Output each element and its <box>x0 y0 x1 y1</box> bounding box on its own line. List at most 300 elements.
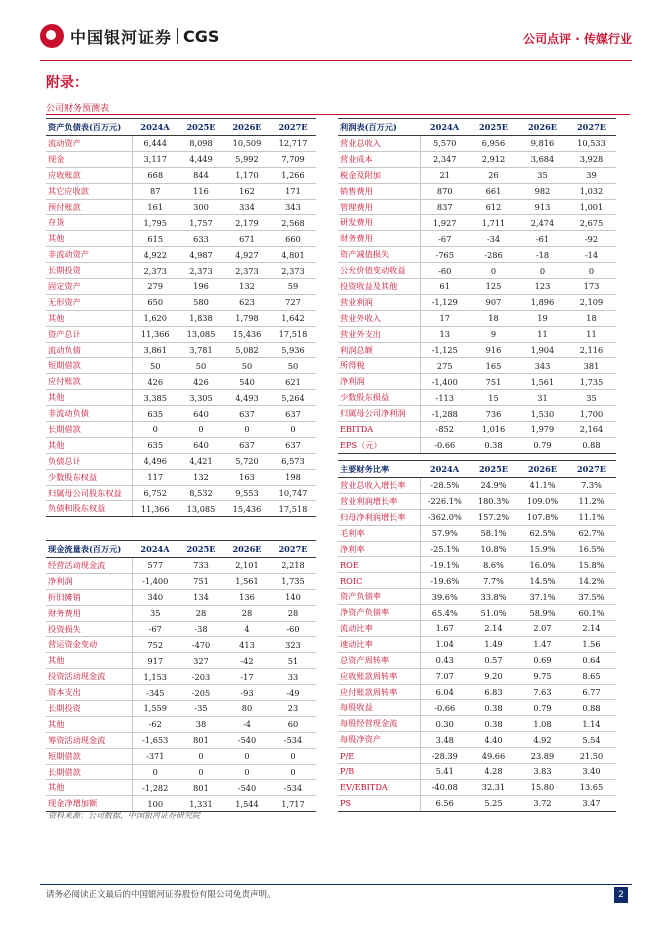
year-header-cell: 2024A <box>132 119 178 136</box>
table-row <box>46 422 316 438</box>
row-label: ROE <box>338 557 420 573</box>
value-cell: 7.7% <box>469 573 518 589</box>
row-label: 总资产周转率 <box>338 652 420 668</box>
table-row <box>46 748 316 764</box>
value-cell: 31 <box>518 390 567 406</box>
value-cell: 279 <box>132 279 178 295</box>
value-cell: 13,085 <box>178 501 224 517</box>
table-row <box>338 573 616 589</box>
value-cell: -34 <box>469 231 518 247</box>
value-cell: 3.47 <box>567 795 616 811</box>
value-cell: 136 <box>224 589 270 605</box>
value-cell: 4,922 <box>132 247 178 263</box>
value-cell: 5,936 <box>270 342 316 358</box>
value-cell: 751 <box>469 374 518 390</box>
value-cell: 275 <box>420 358 469 374</box>
value-cell: 5.25 <box>469 795 518 811</box>
value-cell: 381 <box>567 358 616 374</box>
value-cell: 1,979 <box>518 422 567 438</box>
value-cell: 637 <box>224 437 270 453</box>
value-cell: 6.04 <box>420 684 469 700</box>
value-cell: -14 <box>567 247 616 263</box>
table-row <box>338 557 616 573</box>
value-cell: 41.1% <box>518 478 567 494</box>
value-cell: 2,474 <box>518 215 567 231</box>
value-cell: 2,109 <box>567 294 616 310</box>
value-cell: 3,861 <box>132 342 178 358</box>
value-cell: 1,544 <box>224 796 270 812</box>
value-cell: 3.48 <box>420 732 469 748</box>
value-cell: 300 <box>178 199 224 215</box>
value-cell: 6,956 <box>469 136 518 152</box>
value-cell: 60 <box>270 716 316 732</box>
value-cell: 58.9% <box>518 605 567 621</box>
value-cell: 37.5% <box>567 589 616 605</box>
table-row <box>338 493 616 509</box>
row-label: 现金 <box>46 151 132 167</box>
table-header-row <box>46 119 316 136</box>
value-cell: 87 <box>132 183 178 199</box>
value-cell: 24.9% <box>469 478 518 494</box>
table-row <box>338 199 616 215</box>
row-label: 应收账款 <box>46 167 132 183</box>
year-header-cell: 2024A <box>132 541 178 558</box>
row-label: 营业成本 <box>338 151 420 167</box>
value-cell: 0.88 <box>567 437 616 453</box>
value-cell: 107.8% <box>518 509 567 525</box>
row-label: 其他 <box>46 780 132 796</box>
value-cell: 1,561 <box>518 374 567 390</box>
value-cell: 0 <box>518 263 567 279</box>
row-label: 投资收益及其他 <box>338 279 420 295</box>
value-cell: 1,559 <box>132 701 178 717</box>
table-row <box>338 716 616 732</box>
value-cell: 1.56 <box>567 636 616 652</box>
row-label: EPS（元） <box>338 437 420 453</box>
value-cell: 6.77 <box>567 684 616 700</box>
value-cell: -28.39 <box>420 748 469 764</box>
value-cell: 1,032 <box>567 183 616 199</box>
value-cell: 5.54 <box>567 732 616 748</box>
table-row <box>338 151 616 167</box>
table-row <box>46 406 316 422</box>
year-header-cell: 2024A <box>420 461 469 478</box>
row-label: 其它应收款 <box>46 183 132 199</box>
value-cell: -371 <box>132 748 178 764</box>
value-cell: 1,927 <box>420 215 469 231</box>
value-cell: 0 <box>224 422 270 438</box>
value-cell: -28.5% <box>420 478 469 494</box>
value-cell: 15,436 <box>224 501 270 517</box>
value-cell: 14.2% <box>567 573 616 589</box>
value-cell: -345 <box>132 685 178 701</box>
value-cell: 3,117 <box>132 151 178 167</box>
table-row <box>46 151 316 167</box>
value-cell: 6,444 <box>132 136 178 152</box>
value-cell: 8.65 <box>567 668 616 684</box>
row-label: EBITDA <box>338 422 420 438</box>
value-cell: 0 <box>178 748 224 764</box>
value-cell: 733 <box>178 558 224 574</box>
value-cell: 623 <box>224 294 270 310</box>
value-cell: 2,179 <box>224 215 270 231</box>
value-cell: 0 <box>132 422 178 438</box>
value-cell: 621 <box>270 374 316 390</box>
value-cell: 35 <box>132 605 178 621</box>
row-label: 负债总计 <box>46 453 132 469</box>
value-cell: 3.72 <box>518 795 567 811</box>
value-cell: 1,700 <box>567 406 616 422</box>
table-row <box>338 247 616 263</box>
row-label: 每股净资产 <box>338 732 420 748</box>
value-cell: 2,101 <box>224 558 270 574</box>
value-cell: -203 <box>178 669 224 685</box>
table-row <box>338 732 616 748</box>
value-cell: 0 <box>178 764 224 780</box>
year-header-cell: 2026E <box>224 119 270 136</box>
table-row <box>46 279 316 295</box>
value-cell: 340 <box>132 589 178 605</box>
value-cell: 4,421 <box>178 453 224 469</box>
table-row <box>338 342 616 358</box>
row-label: 现金净增加额 <box>46 796 132 812</box>
value-cell: 1,331 <box>178 796 224 812</box>
value-cell: 0.79 <box>518 437 567 453</box>
value-cell: 134 <box>178 589 224 605</box>
value-cell: -205 <box>178 685 224 701</box>
value-cell: -286 <box>469 247 518 263</box>
value-cell: 1,153 <box>132 669 178 685</box>
value-cell: 109.0% <box>518 493 567 509</box>
table-row <box>46 231 316 247</box>
value-cell: 3.40 <box>567 764 616 780</box>
value-cell: 9.20 <box>469 668 518 684</box>
value-cell: -4 <box>224 716 270 732</box>
value-cell: -470 <box>178 637 224 653</box>
value-cell: 650 <box>132 294 178 310</box>
row-label: 利润总额 <box>338 342 420 358</box>
table-row <box>338 589 616 605</box>
value-cell: 1,170 <box>224 167 270 183</box>
value-cell: 323 <box>270 637 316 653</box>
value-cell: 50 <box>132 358 178 374</box>
source-note: 资料来源：公司数据，中国银河证券研究院 <box>48 811 200 820</box>
footer-divider <box>40 884 632 885</box>
value-cell: -35 <box>178 701 224 717</box>
value-cell: 7,709 <box>270 151 316 167</box>
value-cell: 413 <box>224 637 270 653</box>
value-cell: 1,757 <box>178 215 224 231</box>
table-row <box>46 390 316 406</box>
logo-text-cn: 中国银河证券 <box>70 27 173 47</box>
value-cell: 0.38 <box>469 716 518 732</box>
value-cell: 637 <box>270 406 316 422</box>
row-label: 速动比率 <box>338 636 420 652</box>
table-row <box>46 358 316 374</box>
value-cell: 1,717 <box>270 796 316 812</box>
row-label: 归属母公司净利润 <box>338 406 420 422</box>
row-label: 资本支出 <box>46 685 132 701</box>
value-cell: 917 <box>132 653 178 669</box>
table-row <box>338 478 616 494</box>
table-row <box>46 247 316 263</box>
value-cell: 0.38 <box>469 700 518 716</box>
value-cell: 635 <box>132 406 178 422</box>
row-label: 短期借款 <box>46 748 132 764</box>
value-cell: 426 <box>178 374 224 390</box>
logo-text-en: CGS <box>183 26 220 46</box>
row-label: 管理费用 <box>338 199 420 215</box>
table-title-cell: 主要财务比率 <box>338 461 420 478</box>
year-header-cell: 2025E <box>469 461 518 478</box>
value-cell: -19.1% <box>420 557 469 573</box>
value-cell: 2,218 <box>270 558 316 574</box>
row-label: 营业外支出 <box>338 326 420 342</box>
table-row <box>46 501 316 517</box>
value-cell: 671 <box>224 231 270 247</box>
table-row <box>338 700 616 716</box>
value-cell: 11,366 <box>132 326 178 342</box>
value-cell: -1,288 <box>420 406 469 422</box>
value-cell: 633 <box>178 231 224 247</box>
value-cell: 4.92 <box>518 732 567 748</box>
value-cell: 58.1% <box>469 525 518 541</box>
value-cell: 0 <box>469 263 518 279</box>
value-cell: 2,164 <box>567 422 616 438</box>
row-label: 存货 <box>46 215 132 231</box>
value-cell: 2,116 <box>567 342 616 358</box>
row-label: 长期借款 <box>46 764 132 780</box>
value-cell: 10,509 <box>224 136 270 152</box>
cash-flow-table <box>46 540 316 812</box>
value-cell: 913 <box>518 199 567 215</box>
table-row <box>46 199 316 215</box>
table-row <box>338 525 616 541</box>
value-cell: 12,717 <box>270 136 316 152</box>
value-cell: 4,987 <box>178 247 224 263</box>
value-cell: 1,711 <box>469 215 518 231</box>
value-cell: 65.4% <box>420 605 469 621</box>
table-row <box>46 621 316 637</box>
value-cell: 62.7% <box>567 525 616 541</box>
table-row <box>46 326 316 342</box>
value-cell: 4,493 <box>224 390 270 406</box>
table-row <box>46 215 316 231</box>
table-row <box>338 279 616 295</box>
value-cell: 0.79 <box>518 700 567 716</box>
table-row <box>46 637 316 653</box>
value-cell: 1.08 <box>518 716 567 732</box>
table-row <box>338 310 616 326</box>
table-row <box>46 183 316 199</box>
key-ratios-table <box>338 460 616 812</box>
row-label: 流动比率 <box>338 621 420 637</box>
row-label: 应付账款 <box>46 374 132 390</box>
row-label: 其他 <box>46 310 132 326</box>
table-row <box>46 167 316 183</box>
value-cell: 0 <box>270 422 316 438</box>
value-cell: 0.69 <box>518 652 567 668</box>
value-cell: 116 <box>178 183 224 199</box>
value-cell: 343 <box>518 358 567 374</box>
table-row <box>46 716 316 732</box>
value-cell: 2,568 <box>270 215 316 231</box>
value-cell: 171 <box>270 183 316 199</box>
value-cell: 35 <box>567 390 616 406</box>
year-header-cell: 2025E <box>178 119 224 136</box>
value-cell: 13.65 <box>567 779 616 795</box>
value-cell: 6.83 <box>469 684 518 700</box>
value-cell: 8.6% <box>469 557 518 573</box>
value-cell: -540 <box>224 780 270 796</box>
value-cell: 2,373 <box>270 263 316 279</box>
table-row <box>338 795 616 811</box>
row-label: 资产负债率 <box>338 589 420 605</box>
value-cell: 7.3% <box>567 478 616 494</box>
row-label: 每股经营现金流 <box>338 716 420 732</box>
value-cell: 132 <box>224 279 270 295</box>
value-cell: 2,912 <box>469 151 518 167</box>
value-cell: -92 <box>567 231 616 247</box>
value-cell: 4 <box>224 621 270 637</box>
value-cell: 3,385 <box>132 390 178 406</box>
table-row <box>338 621 616 637</box>
value-cell: 9 <box>469 326 518 342</box>
value-cell: 19 <box>518 310 567 326</box>
row-label: 短期借款 <box>46 358 132 374</box>
table-row <box>338 326 616 342</box>
table-row <box>46 653 316 669</box>
table-row <box>338 779 616 795</box>
value-cell: 60.1% <box>567 605 616 621</box>
value-cell: 18 <box>567 310 616 326</box>
table-row <box>338 215 616 231</box>
value-cell: 51.0% <box>469 605 518 621</box>
value-cell: 1.49 <box>469 636 518 652</box>
value-cell: 15.80 <box>518 779 567 795</box>
value-cell: -62 <box>132 716 178 732</box>
year-header-cell: 2027E <box>270 119 316 136</box>
value-cell: 14.5% <box>518 573 567 589</box>
value-cell: 59 <box>270 279 316 295</box>
value-cell: 3,928 <box>567 151 616 167</box>
value-cell: 5.41 <box>420 764 469 780</box>
row-label: 财务费用 <box>338 231 420 247</box>
value-cell: -765 <box>420 247 469 263</box>
value-cell: -49 <box>270 685 316 701</box>
header-divider <box>40 60 632 61</box>
value-cell: 1,642 <box>270 310 316 326</box>
year-header-cell: 2025E <box>469 119 518 136</box>
value-cell: 123 <box>518 279 567 295</box>
value-cell: 1,620 <box>132 310 178 326</box>
value-cell: -0.66 <box>420 700 469 716</box>
table-row <box>338 406 616 422</box>
value-cell: 2,373 <box>224 263 270 279</box>
year-header-cell: 2026E <box>224 541 270 558</box>
row-label: PS <box>338 795 420 811</box>
value-cell: 16.0% <box>518 557 567 573</box>
value-cell: 173 <box>567 279 616 295</box>
value-cell: 39 <box>567 167 616 183</box>
table-row <box>338 541 616 557</box>
value-cell: 1,561 <box>224 573 270 589</box>
table-row <box>338 652 616 668</box>
value-cell: 38 <box>178 716 224 732</box>
value-cell: 0.88 <box>567 700 616 716</box>
value-cell: 125 <box>469 279 518 295</box>
row-label: 筹资活动现金流 <box>46 732 132 748</box>
year-header-cell: 2027E <box>567 119 616 136</box>
value-cell: 5,082 <box>224 342 270 358</box>
value-cell: -1,653 <box>132 732 178 748</box>
value-cell: 0.57 <box>469 652 518 668</box>
value-cell: 62.5% <box>518 525 567 541</box>
value-cell: 916 <box>469 342 518 358</box>
table-row <box>338 294 616 310</box>
value-cell: 1,838 <box>178 310 224 326</box>
value-cell: 10.8% <box>469 541 518 557</box>
value-cell: 11 <box>518 326 567 342</box>
value-cell: 17 <box>420 310 469 326</box>
table-title-cell: 利润表(百万元) <box>338 119 420 136</box>
row-label: 其他 <box>46 231 132 247</box>
table-header-row <box>338 461 616 478</box>
value-cell: -113 <box>420 390 469 406</box>
value-cell: 1,798 <box>224 310 270 326</box>
value-cell: 0 <box>270 764 316 780</box>
value-cell: 17,518 <box>270 326 316 342</box>
value-cell: 10,533 <box>567 136 616 152</box>
value-cell: 0 <box>224 748 270 764</box>
value-cell: 1,904 <box>518 342 567 358</box>
value-cell: 39.6% <box>420 589 469 605</box>
table-row <box>46 605 316 621</box>
value-cell: 1,795 <box>132 215 178 231</box>
value-cell: 16.5% <box>567 541 616 557</box>
value-cell: 196 <box>178 279 224 295</box>
row-label: 净资产负债率 <box>338 605 420 621</box>
company-logo <box>40 24 219 48</box>
row-label: 固定资产 <box>46 279 132 295</box>
table-row <box>338 668 616 684</box>
table-title-cell: 资产负债表(百万元) <box>46 119 132 136</box>
value-cell: 140 <box>270 589 316 605</box>
value-cell: 3,684 <box>518 151 567 167</box>
value-cell: -18 <box>518 247 567 263</box>
table-row <box>46 573 316 589</box>
table-row <box>338 374 616 390</box>
row-label: 少数股东损益 <box>338 390 420 406</box>
value-cell: 50 <box>224 358 270 374</box>
value-cell: -540 <box>224 732 270 748</box>
value-cell: 11,366 <box>132 501 178 517</box>
year-header-cell: 2025E <box>178 541 224 558</box>
value-cell: 157.2% <box>469 509 518 525</box>
subtitle-divider <box>46 114 630 115</box>
row-label: 财务费用 <box>46 605 132 621</box>
value-cell: 540 <box>224 374 270 390</box>
value-cell: 9,553 <box>224 485 270 501</box>
value-cell: 5,264 <box>270 390 316 406</box>
footer-disclaimer: 请务必阅读正文最后的中国银河证券股份有限公司免责声明。 <box>46 890 276 900</box>
table-row <box>338 183 616 199</box>
balance-sheet-table <box>46 118 316 517</box>
value-cell: 32.31 <box>469 779 518 795</box>
value-cell: -852 <box>420 422 469 438</box>
row-label: 长期借款 <box>46 422 132 438</box>
value-cell: 6,752 <box>132 485 178 501</box>
